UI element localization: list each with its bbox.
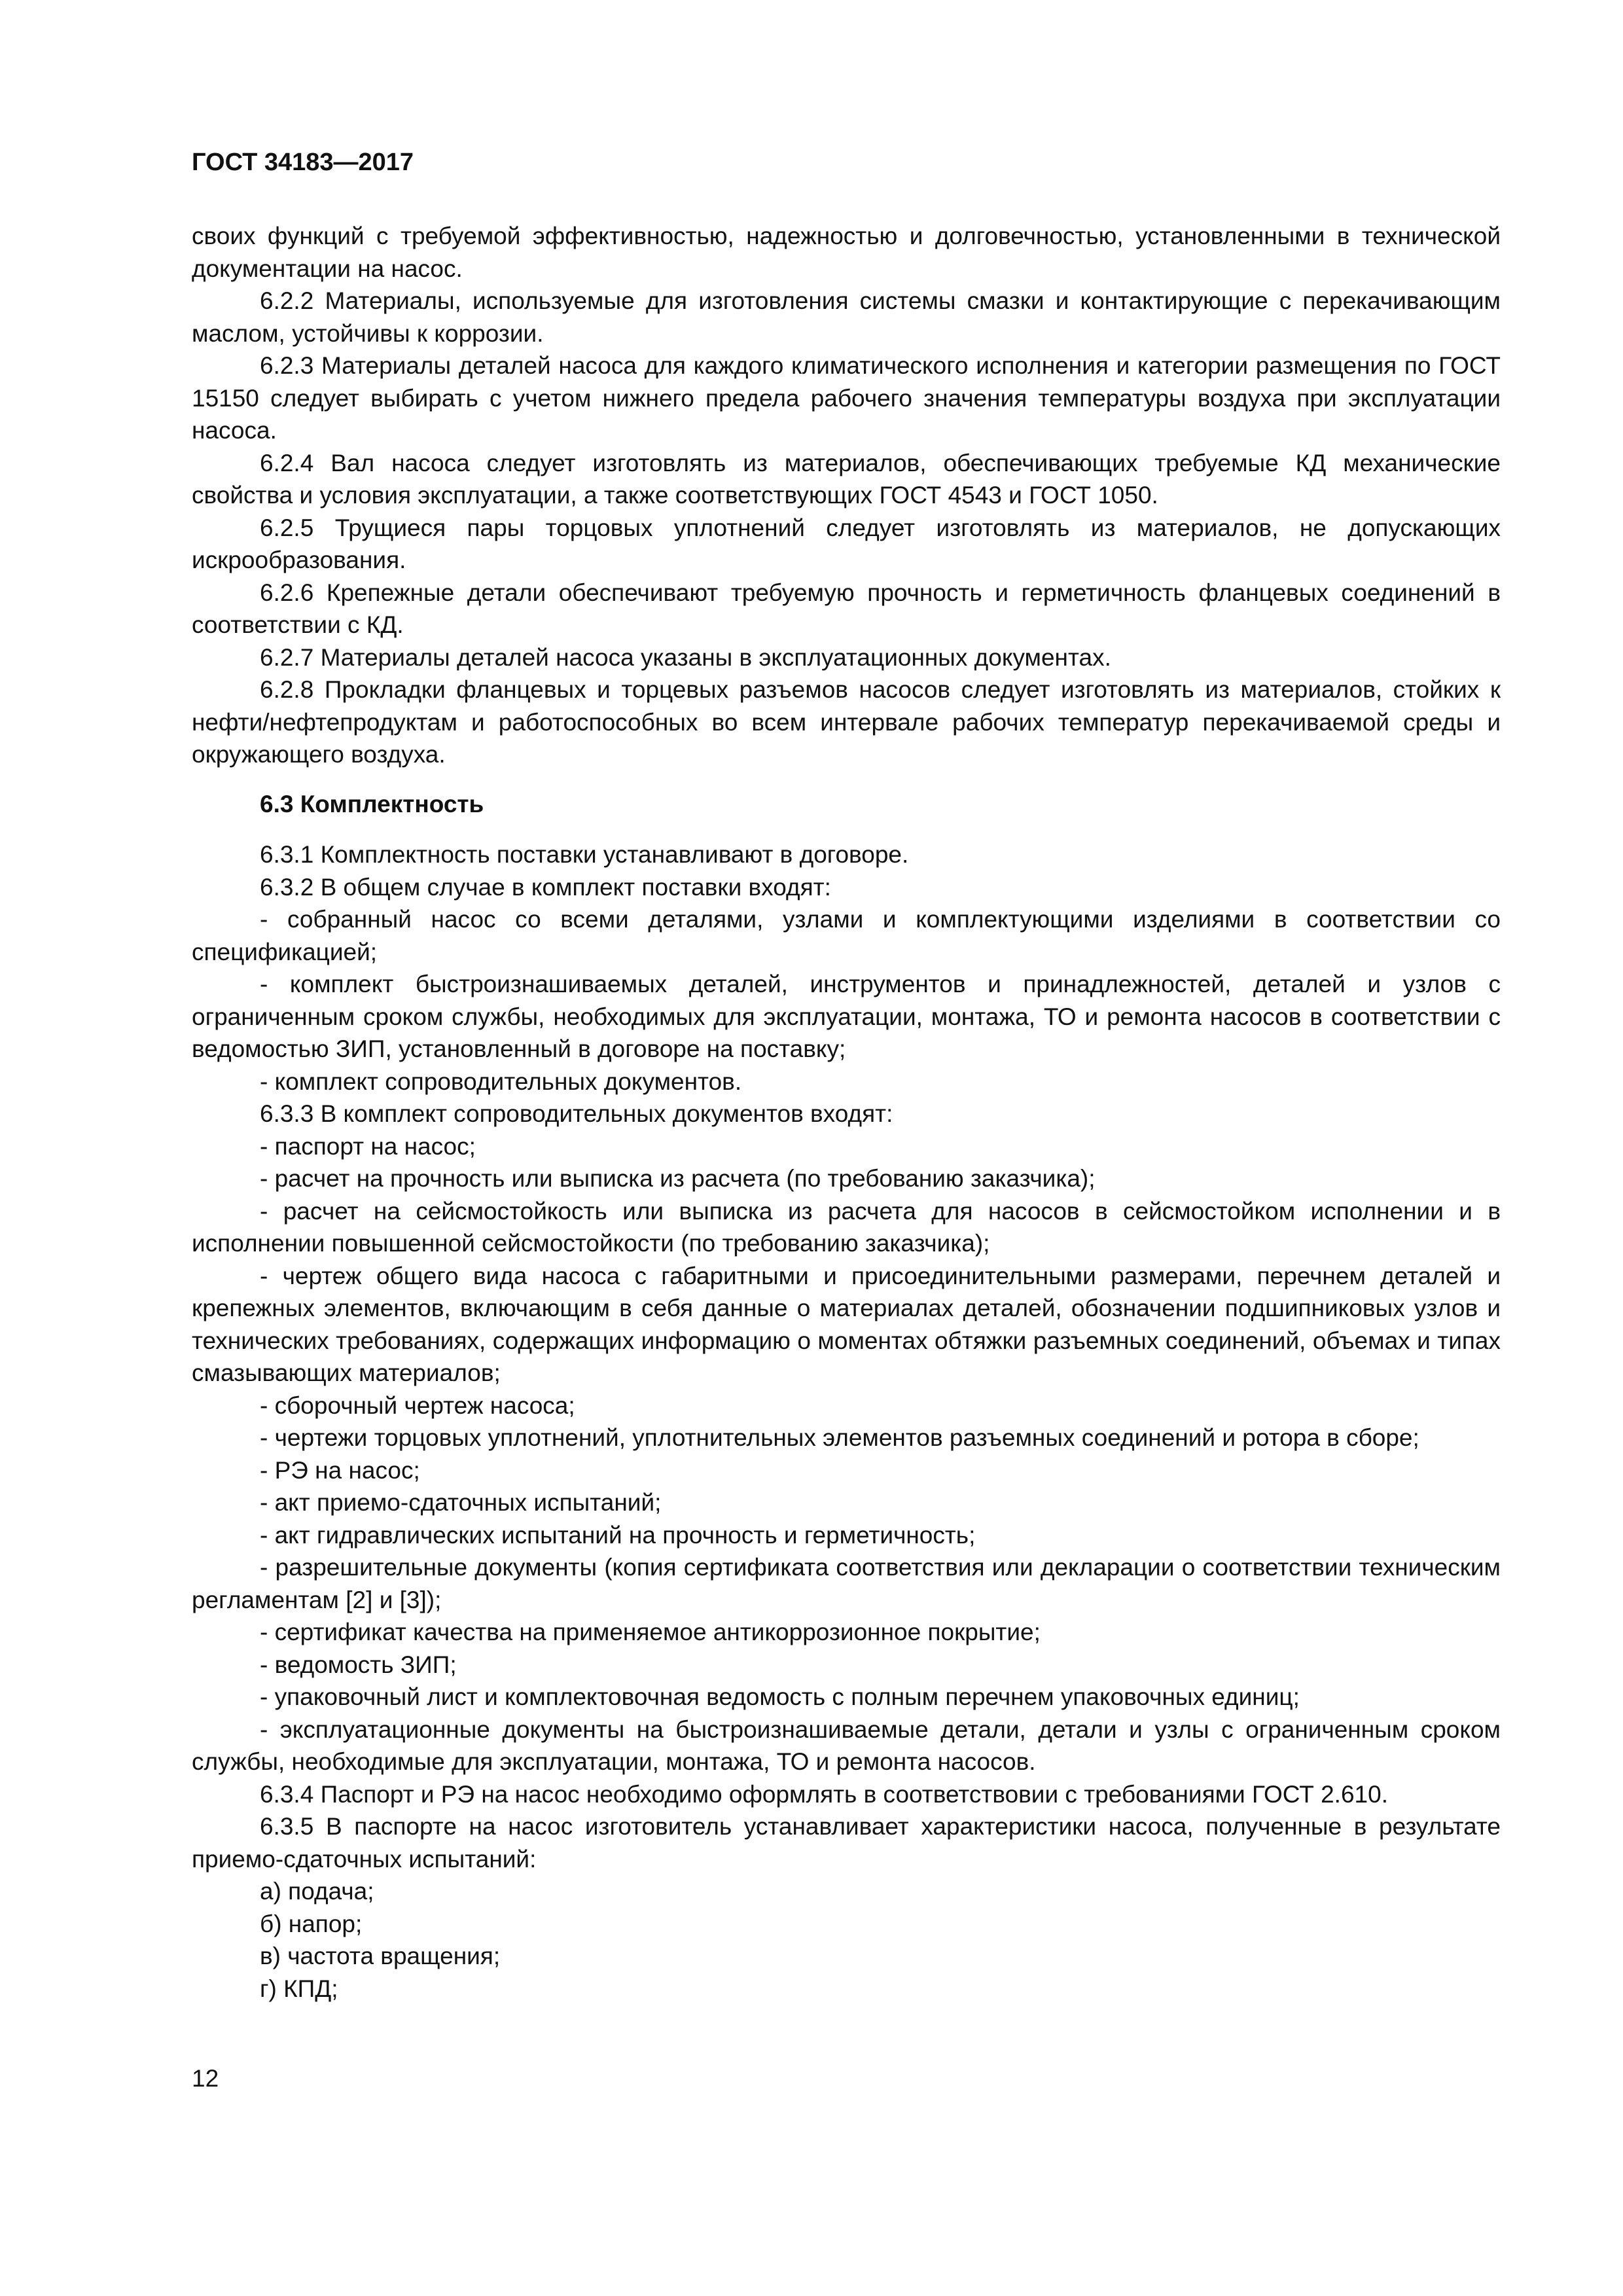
paragraph: - эксплуатационные документы на быстроизнашиваемые детали, детали и узлы с ограниченным сроком службы, необходимые для эксплуатации, монтажа, ТО и ремонта насосов. [192,1715,1501,1775]
paragraph: 6.3.1 Комплектность поставки устанавливают в договоре. [260,841,909,868]
paragraph: - чертежи торцовых уплотнений, уплотнительных элементов разъемных соединений и ротора в сборе; [260,1424,1419,1451]
paragraph: - сборочный чертеж насоса; [260,1391,575,1419]
paragraph: - РЭ на насос; [260,1456,420,1484]
paragraph: - собранный насос со всеми деталями, узлами и комплектующими изделиями в соответствии со спецификацией; [192,906,1501,965]
paragraph: - сертификат качества на применяемое антикоррозионное покрытие; [260,1619,1041,1645]
paragraph: 6.2.2 Материалы, используемые для изготовления системы смазки и контактирующие с перекачивающим маслом, устойчивы к коррозии. [192,287,1501,347]
paragraph: а) подача; [260,1878,374,1905]
paragraph: 6.2.7 Материалы деталей насоса указаны в эксплуатационных документах. [260,643,1111,671]
paragraph: - упаковочный лист и комплектовочная ведомость с полным перечнем упаковочных единиц; [260,1683,1300,1710]
paragraph: 6.3.3 В комплект сопроводительных документов входят: [260,1100,893,1127]
paragraph: - расчет на прочность или выписка из расчета (по требованию заказчика); [260,1165,1096,1192]
document-code-header: ГОСТ 34183—2017 [192,149,414,176]
paragraph: - расчет на сейсмостойкость или выписка из расчета для насосов в сейсмостойком исполнении и в исполнении повышенной сейсмостойкости (по требованию заказчика); [192,1197,1501,1257]
paragraph: - акт приемо-сдаточных испытаний; [260,1489,662,1516]
paragraph: - комплект быстроизнашиваемых деталей, инструментов и принадлежностей, деталей и узлов с ограниченным сроком службы, необходимых для эксплуатации, монтажа, ТО и ремонта насосов в соответствии с ведомостью ЗИП, установленный в договоре на поставку; [192,971,1501,1062]
paragraph: - акт гидравлических испытаний на прочность и герметичность; [260,1521,976,1549]
paragraph: - паспорт на насос; [260,1132,476,1160]
paragraph: - комплект сопроводительных документов. [260,1067,742,1095]
paragraph: - ведомость ЗИП; [260,1651,457,1678]
paragraph: 6.3.5 В паспорте на насос изготовитель устанавливает характеристики насоса, полученные в результате приемо-сдаточных испытаний: [192,1813,1501,1873]
paragraph: 6.3.4 Паспорт и РЭ на насос необходимо оформлять в соответствовии с требованиями ГОСТ 2.610. [260,1780,1388,1808]
paragraph: в) частота вращения; [260,1943,501,1969]
paragraph: 6.2.8 Прокладки фланцевых и торцевых разъемов насосов следует изготовлять из материалов, стойких к нефти/нефтепродуктам и работоспособных во всем интервале рабочих температур перекачиваемой среды и окружающего воздуха. [192,676,1501,768]
section-6-3-content [192,838,1501,2005]
paragraph: 6.2.6 Крепежные детали обеспечивают требуемую прочность и герметичность фланцевых соединений в соответствии с КД. [192,579,1501,638]
paragraph: 6.3.2 В общем случае в комплект поставки входят: [260,873,831,901]
paragraph: - разрешительные документы (копия сертификата соответствия или декларации о соответствии техническим регламентам [2] и [3]); [192,1554,1501,1613]
paragraph: 6.2.4 Вал насоса следует изготовлять из материалов, обеспечивающих требуемые КД механические свойства и условия эксплуатации, а также соответствующих ГОСТ 4543 и ГОСТ 1050. [192,449,1501,509]
section-heading: 6.3 Комплектность [260,790,484,817]
section-6-2-continuation [192,220,1501,771]
paragraph: б) напор; [260,1910,363,1937]
page-number: 12 [192,2065,219,2092]
paragraph: своих функций с требуемой эффективностью, надежностью и долговечностью, установленными в технической документации на насос. [192,223,1501,282]
paragraph: 6.2.5 Трущиеся пары торцовых уплотнений следует изготовлять из материалов, не допускающих искрообразования. [192,514,1501,573]
paragraph: г) КПД; [260,1975,338,2002]
document-body [192,220,1501,2005]
paragraph: 6.2.3 Материалы деталей насоса для каждого климатического исполнения и категории размещения по ГОСТ 15150 следует выбирать с учетом нижнего предела рабочего значения температуры воздуха при эксплуатации насоса. [192,352,1501,444]
paragraph: - чертеж общего вида насоса с габаритными и присоединительными размерами, перечнем деталей и крепежных элементов, включающим в себя данные о материалах деталей, обозначении подшипниковых узлов и технических требованиях, содержащих информацию о моментах обтяжки разъемных соединений, объемах и типах смазывающих материалов; [192,1262,1501,1386]
